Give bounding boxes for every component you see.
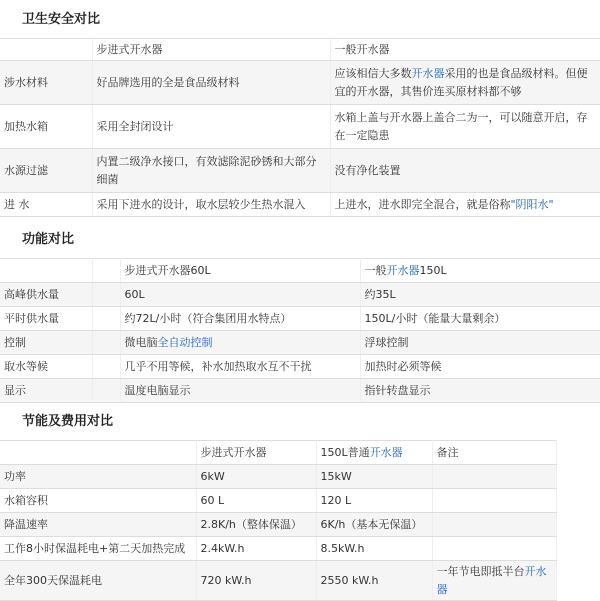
header-cell [0, 259, 92, 283]
table-row [0, 355, 600, 379]
cell: 8.5kW.h [316, 537, 432, 561]
section3-title: 节能及费用对比 [22, 414, 114, 429]
row-label: 全年300天保温耗电 [0, 561, 196, 601]
energy-table [0, 440, 557, 601]
table-row [0, 537, 556, 561]
cell [432, 513, 556, 537]
row-label: 加热水箱 [0, 105, 92, 149]
table-row [0, 283, 600, 307]
water-heater-link[interactable]: 开水器 [386, 263, 420, 277]
header-cell [92, 259, 120, 283]
header-cell: 步进式开水器 [196, 441, 316, 465]
cell [432, 537, 556, 561]
cell: 约72L/小时（符合集团用水特点） [120, 307, 360, 331]
header-cell: 步进式开水器60L [120, 259, 360, 283]
cell: 120 L [316, 489, 432, 513]
header-cell: 150L普通开水器 [316, 441, 432, 465]
cell: 150L/小时（能量大量剩余） [360, 307, 600, 331]
hygiene-table [0, 38, 600, 217]
cell: 指针转盘显示 [360, 379, 600, 403]
header-cell: 步进式开水器 [92, 39, 330, 61]
cell [432, 465, 556, 489]
cell: 60L [120, 283, 360, 307]
table-row [0, 149, 600, 193]
row-label: 涉水材料 [0, 61, 92, 105]
section2-title: 功能对比 [22, 232, 75, 247]
table-header-row [0, 259, 600, 283]
cell: 采用全封闭设计 [92, 105, 330, 149]
header-cell: 备注 [432, 441, 556, 465]
cell: 约35L [360, 283, 600, 307]
table-header-row [0, 441, 556, 465]
table-row [0, 489, 556, 513]
row-label: 显示 [0, 379, 92, 403]
row-label: 工作8小时保温耗电+第二天加热完成 [0, 537, 196, 561]
yinyang-water-link[interactable]: "阴阳水" [510, 197, 554, 211]
water-heater-link[interactable]: 开水器 [411, 66, 445, 80]
cell: 好品牌选用的全是食品级材料 [92, 61, 330, 105]
cell: 一年节电即抵半台开水器 [432, 561, 556, 601]
row-label: 水源过滤 [0, 149, 92, 193]
auto-control-link[interactable]: 全自动控制 [157, 335, 213, 349]
cell: 6kW [196, 465, 316, 489]
cell: 加热时必须等候 [360, 355, 600, 379]
cell: 15kW [316, 465, 432, 489]
cell [432, 489, 556, 513]
cell: 几乎不用等候，补水加热取水互不干扰 [120, 355, 360, 379]
row-label: 平时供水量 [0, 307, 92, 331]
cell: 2.8K/h（整体保温） [196, 513, 316, 537]
water-heater-link[interactable]: 开水器 [369, 445, 403, 459]
cell: 浮球控制 [360, 331, 600, 355]
section1-title: 卫生安全对比 [22, 12, 101, 27]
table-row [0, 105, 600, 149]
cell: 应该相信大多数开水器采用的也是食品级材料。但便宜的开水器，其售价连买原材料都不够 [330, 61, 600, 105]
cell: 微电脑全自动控制 [120, 331, 360, 355]
table-row [0, 331, 600, 355]
table-row [0, 561, 556, 601]
water-heater-link[interactable]: 开水器 [436, 564, 547, 596]
row-label: 功率 [0, 465, 196, 489]
function-table [0, 258, 600, 403]
cell: 上进水，进水即完全混合，就是俗称"阴阳水" [330, 193, 600, 217]
header-cell [0, 39, 92, 61]
table-row [0, 465, 556, 489]
cell: 720 kW.h [196, 561, 316, 601]
table-header-row [0, 39, 600, 61]
cell: 没有净化装置 [330, 149, 600, 193]
cell: 温度电脑显示 [120, 379, 360, 403]
row-label: 降温速率 [0, 513, 196, 537]
table-row [0, 379, 600, 403]
row-label: 高峰供水量 [0, 283, 92, 307]
table-row [0, 307, 600, 331]
header-cell: 一般开水器 [330, 39, 600, 61]
cell: 采用下进水的设计，取水层较少生热水混入 [92, 193, 330, 217]
cell: 60 L [196, 489, 316, 513]
table-row [0, 61, 600, 105]
cell: 内置二级净水接口，有效滤除泥砂锈和大部分细菌 [92, 149, 330, 193]
row-label: 控制 [0, 331, 92, 355]
header-cell [0, 441, 196, 465]
cell: 2.4kW.h [196, 537, 316, 561]
row-label: 水箱容积 [0, 489, 196, 513]
cell: 2550 kW.h [316, 561, 432, 601]
header-cell: 一般开水器150L [360, 259, 600, 283]
row-label: 进 水 [0, 193, 92, 217]
cell: 水箱上盖与开水器上盖合二为一，可以随意开启，存在一定隐患 [330, 105, 600, 149]
table-row [0, 513, 556, 537]
row-label: 取水等候 [0, 355, 92, 379]
cell: 6K/h（基本无保温） [316, 513, 432, 537]
table-row [0, 193, 600, 217]
